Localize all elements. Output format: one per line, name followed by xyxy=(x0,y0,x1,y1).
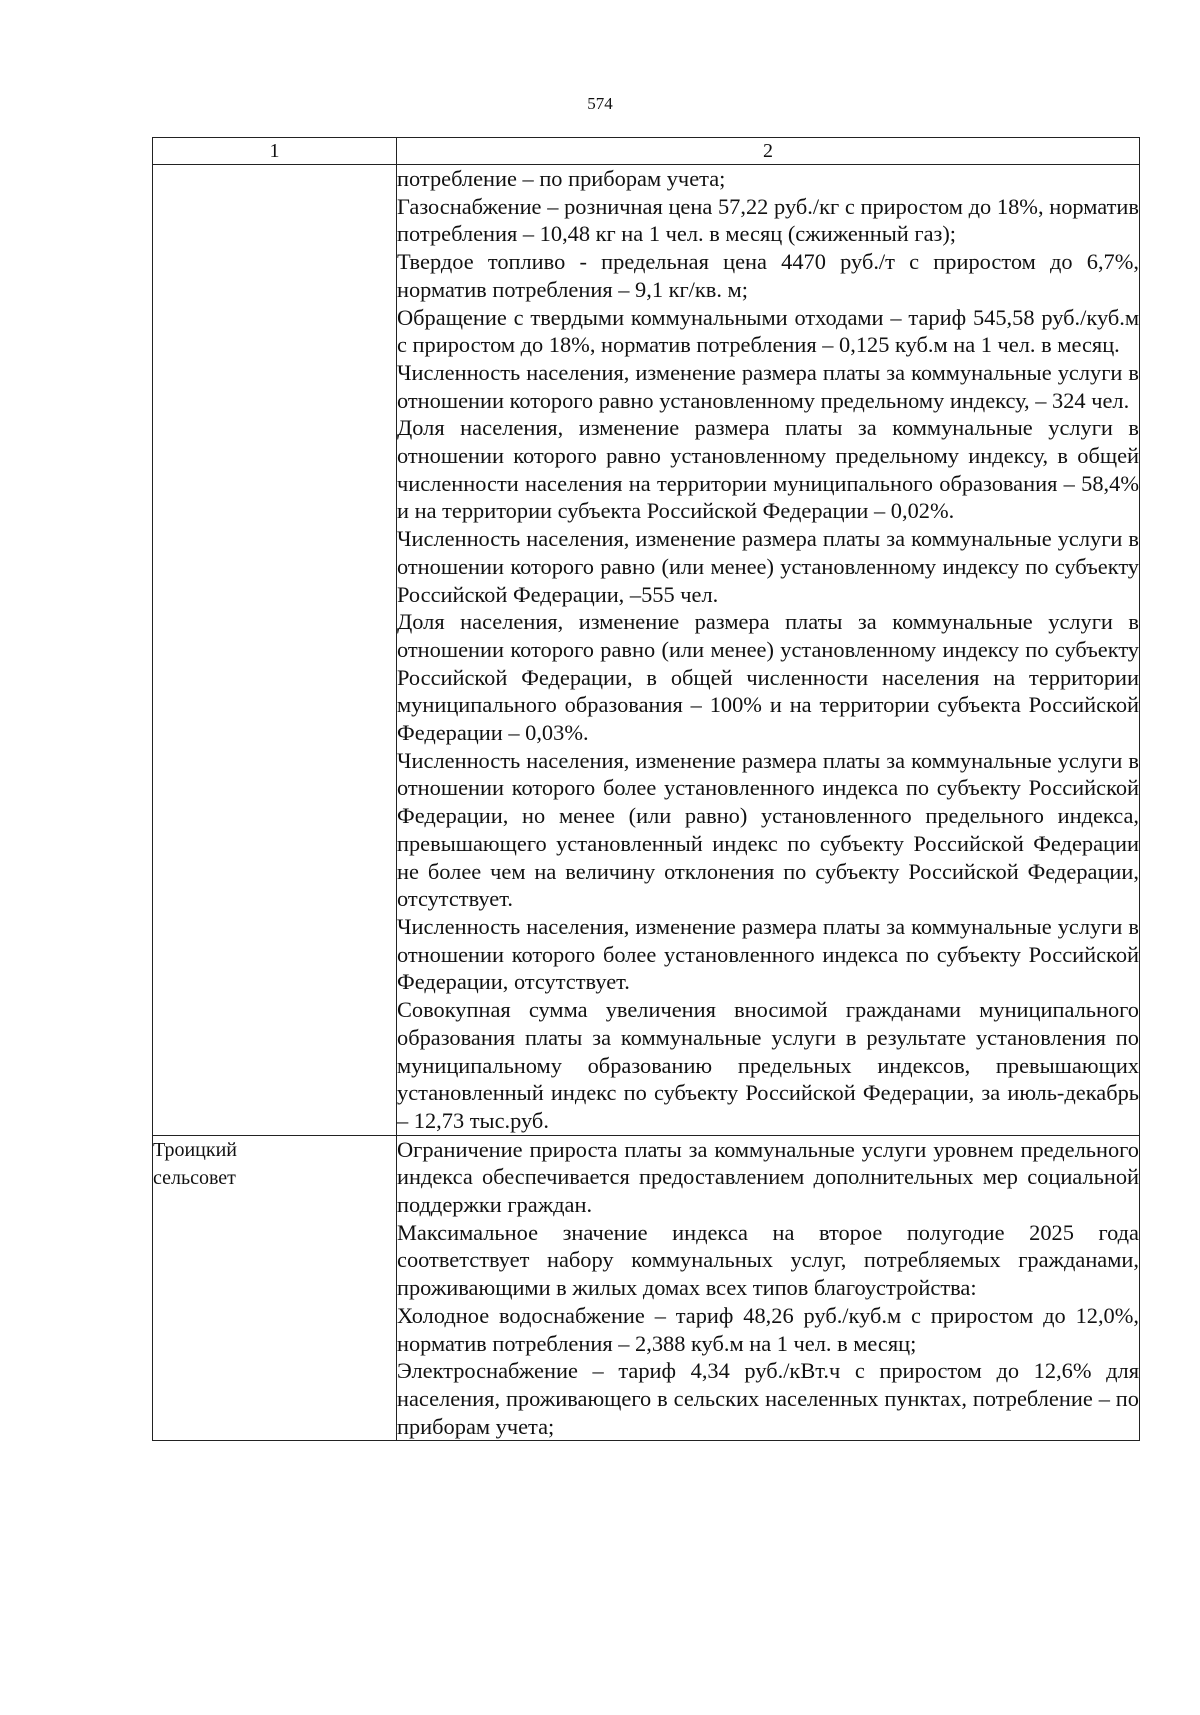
paragraph: Обращение с твердыми коммунальными отходами – тариф 545,58 руб./куб.м с приростом до 18%, норматив потребления – 0,125 куб.м на 1 чел. в месяц. xyxy=(397,304,1139,358)
table-row xyxy=(153,1135,1140,1441)
paragraph: Доля населения, изменение размера платы за коммунальные услуги в отношении которого равно (или менее) установленному индексу по субъекту Российской Федерации, в общей численности населения на территории муниципального образования – 100% и на территории субъекта Российской Федерации – 0,03%. xyxy=(397,609,1139,746)
paragraph: Совокупная сумма увеличения вносимой гражданами муниципального образования платы за коммунальные услуги в результате установления по муниципальному образованию предельных индексов, превышающих установленный индекс по субъекту Российской Федерации, за июль-декабрь – 12,73 тыс.руб. xyxy=(397,997,1139,1133)
paragraph: Численность населения, изменение размера платы за коммунальные услуги в отношении которого равно (или менее) установленному индексу по субъекту Российской Федерации, –555 чел. xyxy=(397,526,1139,607)
municipality-name-cell xyxy=(153,165,397,1136)
column-header-2: 2 xyxy=(397,138,1140,165)
municipality-name-cell xyxy=(153,1135,397,1441)
paragraph: Доля населения, изменение размера платы за коммунальные услуги в отношении которого равно установленному предельному индексу, в общей численности населения на территории муниципального образования – 58,4% и на территории субъекта Российской Федерации – 0,02%. xyxy=(397,415,1139,524)
paragraph: Максимальное значение индекса на второе полугодие 2025 года соответствует набору коммунальных услуг, потребляемых гражданами, проживающими в жилых домах всех типов благоустройства: xyxy=(397,1219,1139,1301)
paragraph: потребление – по приборам учета; xyxy=(397,166,726,191)
description-cell xyxy=(397,165,1140,1136)
paragraph: Холодное водоснабжение – тариф 48,26 руб./куб.м с приростом до 12,0%, норматив потребления – 2,388 куб.м на 1 чел. в месяц; xyxy=(397,1302,1139,1356)
table-header-row xyxy=(153,138,1140,165)
table-row xyxy=(153,165,1140,1136)
paragraph: Численность населения, изменение размера платы за коммунальные услуги в отношении которого более установленного индекса по субъекту Российской Федерации, но менее (или равно) установленного предельного индекса, превышающего установленный индекс по субъекту Российской Федерации не более чем на величину отклонения по субъекту Российской Федерации, отсутствует. xyxy=(397,747,1139,912)
document-table xyxy=(152,137,1140,1441)
paragraph: Газоснабжение – розничная цена 57,22 руб./кг с приростом до 18%, норматив потребления – 10,48 кг на 1 чел. в месяц (сжиженный газ); xyxy=(397,193,1139,247)
municipality-name-line: сельсовет xyxy=(153,1166,236,1189)
municipality-name-line: Троицкий xyxy=(153,1138,237,1161)
paragraph: Твердое топливо - предельная цена 4470 руб./т с приростом до 6,7%, норматив потребления – 9,1 кг/кв. м; xyxy=(397,249,1139,302)
page-number: 574 xyxy=(587,94,613,113)
column-header-1: 1 xyxy=(153,138,397,165)
description-cell xyxy=(397,1135,1140,1441)
paragraph: Ограничение прироста платы за коммунальные услуги уровнем предельного индекса обеспечивается предоставлением дополнительных мер социальной поддержки граждан. xyxy=(397,1136,1139,1218)
paragraph: Численность населения, изменение размера платы за коммунальные услуги в отношении которого равно установленному предельному индексу, – 324 чел. xyxy=(397,359,1139,413)
paragraph: Электроснабжение – тариф 4,34 руб./кВт.ч с приростом до 12,6% для населения, проживающего в сельских населенных пунктах, потребление – по приборам учета; xyxy=(397,1358,1139,1439)
paragraph: Численность населения, изменение размера платы за коммунальные услуги в отношении которого более установленного индекса по субъекту Российской Федерации, отсутствует. xyxy=(397,913,1139,995)
